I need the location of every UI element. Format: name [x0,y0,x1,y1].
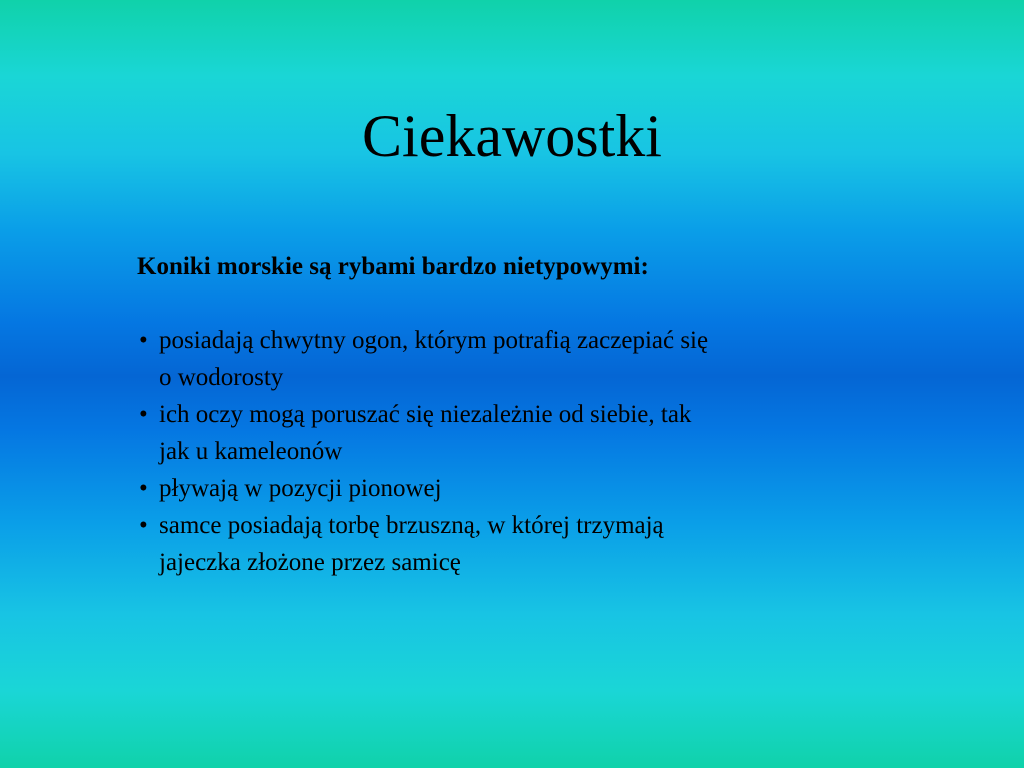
slide-body [137,248,897,581]
bullet-icon: • [139,401,148,428]
bullet-item [137,322,859,396]
slide-title: Ciekawostki [362,103,662,169]
bullet-text-line2: o wodorosty [159,364,284,391]
bullet-icon: • [139,512,148,539]
bullet-text-line1: pływają w pozycji pionowej [159,475,442,502]
bullet-list [137,322,897,581]
intro-text: Koniki morskie są rybami bardzo nietypowymi: [137,253,649,280]
bullet-icon: • [139,475,148,502]
bullet-text-line1: samce posiadają torbę brzuszną, w której trzymają [159,512,664,539]
bullet-text-line2: jak u kameleonów [159,438,343,465]
bullet-item [137,470,859,507]
bullet-item [137,507,859,581]
bullet-text-line1: posiadają chwytny ogon, którym potrafią zaczepiać się [159,327,709,354]
bullet-text-line1: ich oczy mogą poruszać się niezależnie od siebie, tak [159,401,692,428]
bullet-icon: • [139,327,148,354]
bullet-item [137,396,859,470]
bullet-text-line2: jajeczka złożone przez samicę [159,549,461,576]
